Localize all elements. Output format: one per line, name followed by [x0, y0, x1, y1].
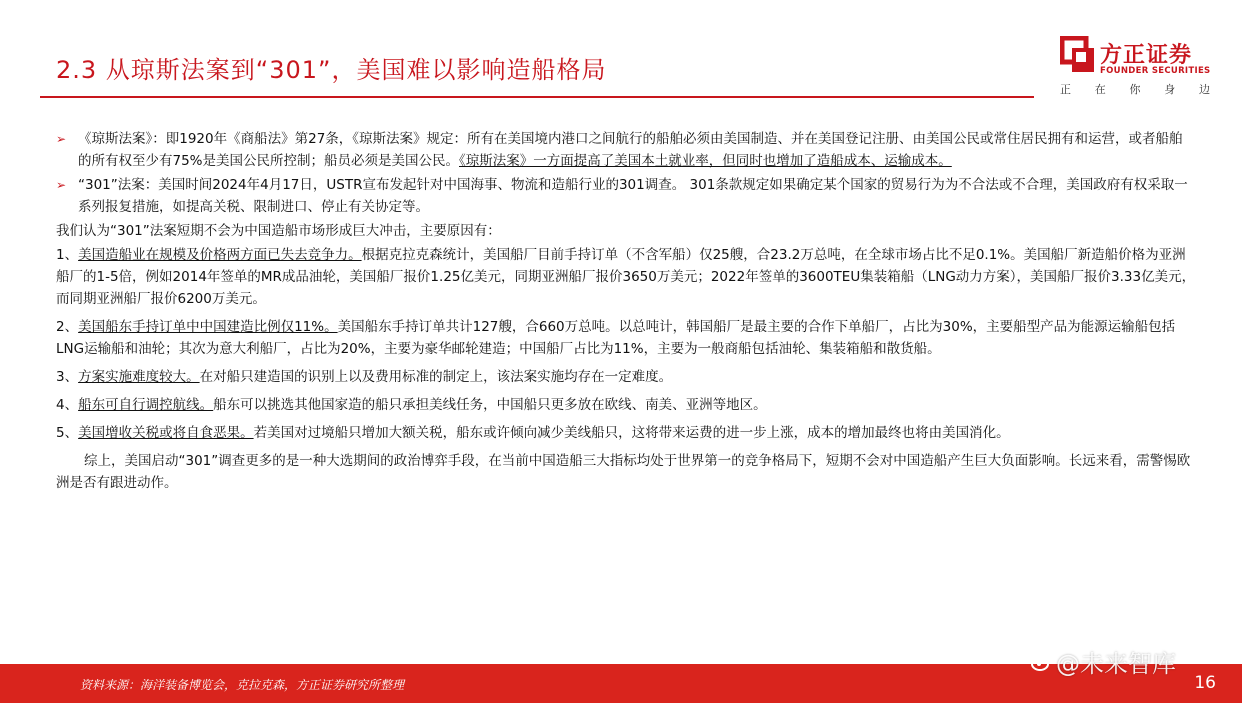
founder-logo-icon	[1060, 36, 1096, 74]
reason-heading: 船东可自行调控航线。	[78, 397, 214, 413]
conclusion-text: 综上，美国启动“301”调查更多的是一种大选期间的政治博弈手段，在当前中国造船三大指标均处于世界第一的竞争格局下，短期不会对中国造船产生巨大负面影响。长远来看，需警惕欧洲是否有跟进动作。	[56, 453, 1191, 491]
reason-item	[56, 244, 1196, 310]
weibo-icon	[1030, 651, 1052, 673]
bullet-301-act	[56, 174, 1196, 218]
slogan-char: 正	[1060, 83, 1071, 96]
watermark-text: @未来智库	[1056, 650, 1176, 678]
intro-text: 我们认为“301”法案短期不会为中国造船市场形成巨大冲击，主要原因有：	[56, 223, 501, 239]
slogan-char: 身	[1164, 83, 1176, 96]
footer-source: 资料来源：海洋装备博览会，克拉克森，方正证券研究所整理	[80, 678, 405, 692]
slogan-char: 你	[1129, 83, 1141, 96]
bullet-jones-act	[56, 128, 1196, 172]
reason-item	[56, 366, 1196, 388]
reason-item	[56, 316, 1196, 360]
bullet-underlined-text: 《琼斯法案》一方面提高了美国本土就业率，但同时也增加了造船成本、运输成本。	[459, 153, 952, 169]
bullet-text	[78, 128, 1196, 172]
reason-heading: 美国船东手持订单中中国建造比例仅11%。	[78, 319, 338, 335]
reason-body: 若美国对过境船只增加大额关税，船东或许倾向减少美线船只，这将带来运费的进一步上涨，成本的增加最终也将由美国消化。	[253, 425, 1010, 441]
page-title: 2.3 从琼斯法案到“301”，美国难以影响造船格局	[56, 56, 607, 84]
reason-body: 在对船只建造国的识别上以及费用标准的制定上，该法案实施均存在一定难度。	[199, 369, 673, 385]
reason-heading: 方案实施难度较大。	[78, 369, 200, 385]
arrow-bullet-icon: ➢	[56, 132, 67, 146]
slogan-char: 边	[1199, 83, 1210, 96]
watermark	[1030, 644, 1176, 679]
reason-heading: 美国增收关税或将自食恶果。	[78, 425, 254, 441]
bullet-text: “301”法案：美国时间2024年4月17日，USTR宣布发起针对中国海事、物流和造船行业的301调查。 301条款规定如果确定某个国家的贸易行为为不合法或不合理，美国政府有权采取一系列报复措施，如提高关税、限制进口、停止有关协定等。	[78, 177, 1188, 215]
main-content	[56, 128, 1196, 500]
reason-item	[56, 422, 1196, 444]
brand-name-en: FOUNDER SECURITIES	[1100, 66, 1211, 76]
bullet-lead-text: 《琼斯法案》：即1920年《商船法》第27条，《琼斯法案》规定：所有在美国境内港口之间航行的船舶必须由美国制造、并在美国登记注册、由美国公民或常住居民拥有和运营，或者船舶的所有权至少有75%是美国公民所控制；船员必须是美国公民。	[78, 131, 1183, 169]
brand-slogan	[1060, 81, 1210, 97]
brand-logo	[1060, 36, 1230, 98]
slogan-char: 在	[1094, 83, 1106, 96]
page-number: 16	[1194, 673, 1216, 693]
arrow-bullet-icon: ➢	[56, 178, 67, 192]
reason-body: 根据克拉克森统计，美国船厂目前手持订单（不含军船）仅25艘，合23.2万总吨，在全球市场占比不足0.1%。美国船厂新造船价格为亚洲船厂的1-5倍，例如2014年签单的MR成品油轮，美国船厂报价1.25亿美元，同期亚洲船厂报价3650万美元；2022年签单的3600TEU集装箱船（LNG动力方案），美国船厂报价3.33亿美元，而同期亚洲船厂报价6200万美元。	[56, 247, 1196, 307]
reason-number: 4、	[56, 397, 79, 413]
brand-name-cn: 方正证券	[1100, 43, 1193, 68]
reason-number: 5、	[56, 425, 79, 441]
reason-item	[56, 394, 1196, 416]
title-divider	[40, 96, 1034, 98]
reason-number: 2、	[56, 319, 79, 335]
reason-body: 船东可以挑选其他国家造的船只承担美线任务，中国船只更多放在欧线、南美、亚洲等地区。	[213, 397, 767, 413]
reason-body: 美国船东手持订单共计127艘，合660万总吨。以总吨计，韩国船厂是最主要的合作下单船厂，占比为30%，主要船型产品为能源运输船包括LNG运输船和油轮；其次为意大利船厂，占比为20%，主要为豪华邮轮建造；中国船厂占比为11%，主要为一般商船包括油轮、集装箱船和散货船。	[56, 319, 1176, 357]
reason-number: 3、	[56, 369, 79, 385]
reason-heading: 美国造船业在规模及价格两方面已失去竞争力。	[78, 247, 362, 263]
reason-number: 1、	[56, 247, 79, 263]
